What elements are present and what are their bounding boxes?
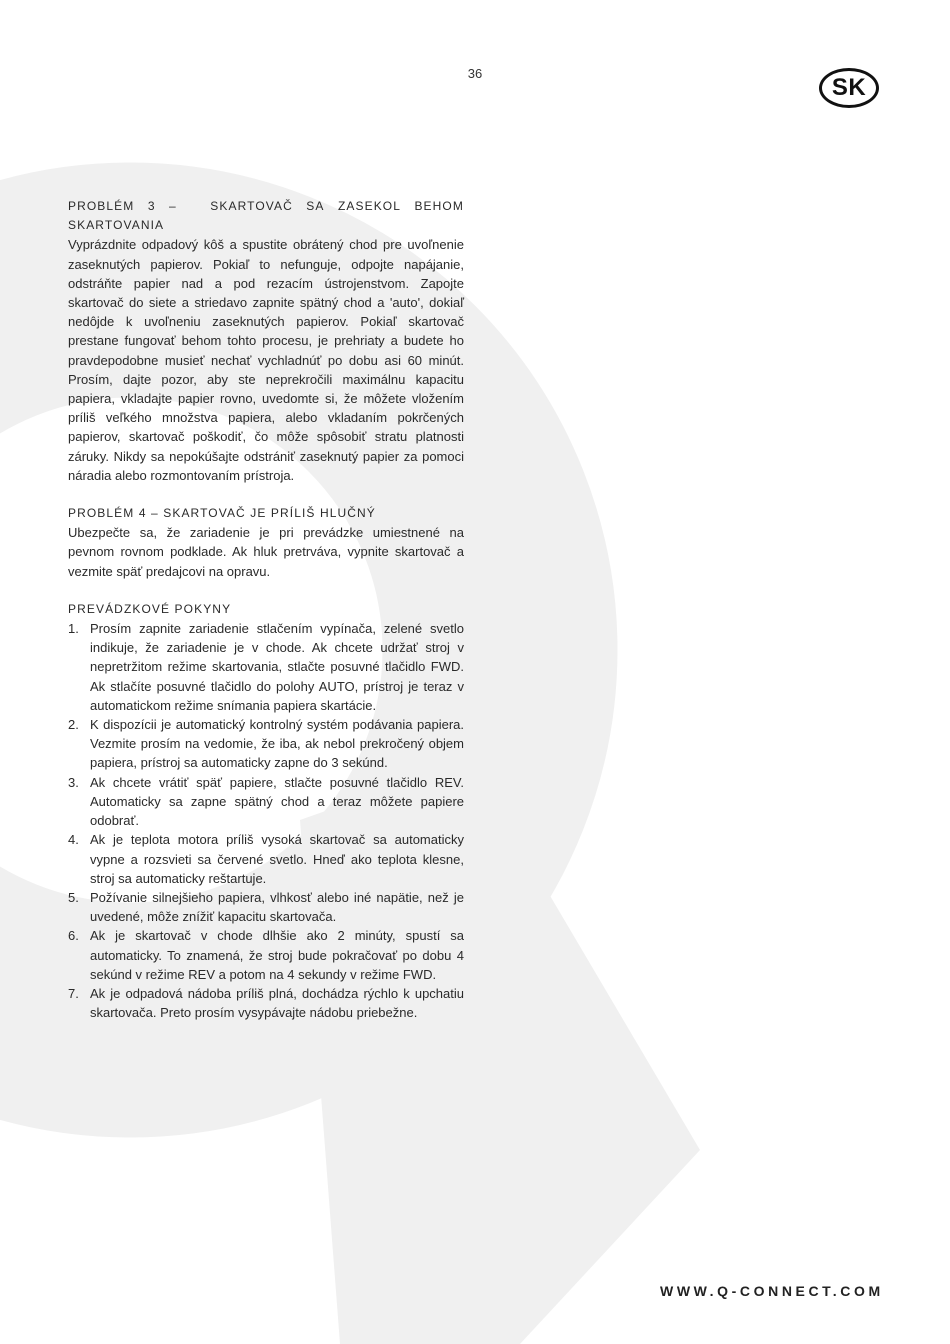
website-url: WWW.Q-CONNECT.COM bbox=[660, 1283, 884, 1299]
problem-4-body: Ubezpečte sa, že zariadenie je pri prevádzke umiestnené na pevnom rovnom podklade. Ak hluk pretrváva, vypnite skartovač a vezmite späť predajcovi na opravu. bbox=[68, 525, 464, 579]
list-item-text: Ak je teplota motora príliš vysoká skartovač sa automaticky vypne a rozsvieti sa červené svetlo. Hneď ako teplota klesne, stroj sa automaticky reštartuje. bbox=[90, 832, 464, 886]
list-item-number: 5. bbox=[68, 889, 79, 905]
list-item bbox=[68, 619, 464, 715]
list-item-text: Ak je skartovač v chode dlhšie ako 2 minúty, spustí sa automaticky. To znamená, že stroj bude pokračovať po dobu 4 sekúnd v režime REV a potom na 4 sekundy v režime FWD. bbox=[90, 928, 464, 982]
problem-3-heading-line2: SKARTOVANIA bbox=[68, 218, 165, 233]
heading-word: BEHOM bbox=[414, 199, 464, 213]
list-item-text: Ak je odpadová nádoba príliš plná, dochádza rýchlo k upchatiu skartovača. Preto prosím vysypávajte nádobu priebežne. bbox=[90, 985, 464, 1021]
list-item-text: Ak chcete vrátiť späť papiere, stlačte posuvné tlačidlo REV. Automaticky sa zapne spätný chod a teraz môžete papiere odobrať. bbox=[90, 774, 464, 829]
document-body bbox=[68, 197, 464, 1022]
language-badge: SK bbox=[819, 68, 879, 108]
list-item-text: K dispozícii je automatický kontrolný systém podávania papiera. Vezmite prosím na vedomie, že iba, ak nebol prekročený objem papiera, prístroj sa automaticky zapne do 3 sekúnd. bbox=[90, 717, 464, 771]
list-item bbox=[68, 888, 464, 926]
list-item-text: Prosím zapnite zariadenie stlačením vypínača, zelené svetlo indikuje, že zariadenie je v chode. Ak chcete udržať stroj v nepretržitom režime skartovania, stlačte posuvné tlačidlo FWD. Ak stlačíte posuvné tlačidlo do polohy AUTO, prístroj je teraz v automatickom režime snímania papiera skartácie. bbox=[90, 621, 464, 713]
heading-word: – bbox=[169, 199, 177, 213]
list-item-number: 3. bbox=[68, 774, 79, 790]
list-item bbox=[68, 984, 464, 1022]
list-item-number: 1. bbox=[68, 621, 79, 637]
list-item-number: 7. bbox=[68, 985, 79, 1001]
list-item-number: 4. bbox=[68, 832, 79, 848]
heading-word: ZASEKOL bbox=[337, 199, 402, 213]
list-item bbox=[68, 715, 464, 773]
heading-word: 3 bbox=[147, 199, 156, 213]
heading-word: PROBLÉM bbox=[68, 199, 135, 213]
heading-word: SA bbox=[306, 199, 325, 213]
list-item bbox=[68, 926, 464, 984]
problem-3-body: Vyprázdnite odpadový kôš a spustite obrátený chod pre uvoľnenie zaseknutých papierov. Pokiaľ to nefunguje, odpojte napájanie, odstráňte papier nad a pod rezacím ústrojenstvom. Zapojte skartovač do siete a striedavo zapnite spätný chod a 'auto', dokiaľ nedôjde k uvoľneniu zaseknutých papierov. Pokiaľ skartovač prestane fungovať behom tohto procesu, je prehriaty a budete ho pravdepodobne musieť nechať vychladnúť po dobu asi 60 minút. Prosím, dajte pozor, aby ste neprekročili maximálnu kapacitu papiera, vkladajte papier rovno, uvedomte si, že môžete vložením príliš veľkého množstva papiera, alebo vkladaním pokrčených papierov, skartovač poškodiť, čo môže spôsobiť stratu platnosti záruky. Nikdy sa nepokúšajte odstrániť zaseknutý papier za pomoci náradia alebo rozmontovaním prístroja. bbox=[68, 237, 464, 483]
list-item-number: 6. bbox=[68, 928, 79, 944]
list-item-text: Požívanie silnejšieho papiera, vlhkosť alebo iné napätie, než je uvedené, môže znížiť kapacitu skartovača. bbox=[90, 889, 464, 925]
list-item bbox=[68, 830, 464, 888]
problem-3-heading bbox=[68, 197, 464, 216]
operating-instructions-list bbox=[68, 619, 464, 1022]
list-item bbox=[68, 773, 464, 831]
list-item-number: 2. bbox=[68, 717, 79, 733]
page-number: 36 bbox=[467, 66, 483, 81]
problem-4-heading: PROBLÉM 4 – SKARTOVAČ JE PRÍLIŠ HLUČNÝ bbox=[68, 506, 376, 521]
operating-instructions-heading: PREVÁDZKOVÉ POKYNY bbox=[68, 601, 232, 616]
heading-word: SKARTOVAČ bbox=[210, 199, 293, 213]
